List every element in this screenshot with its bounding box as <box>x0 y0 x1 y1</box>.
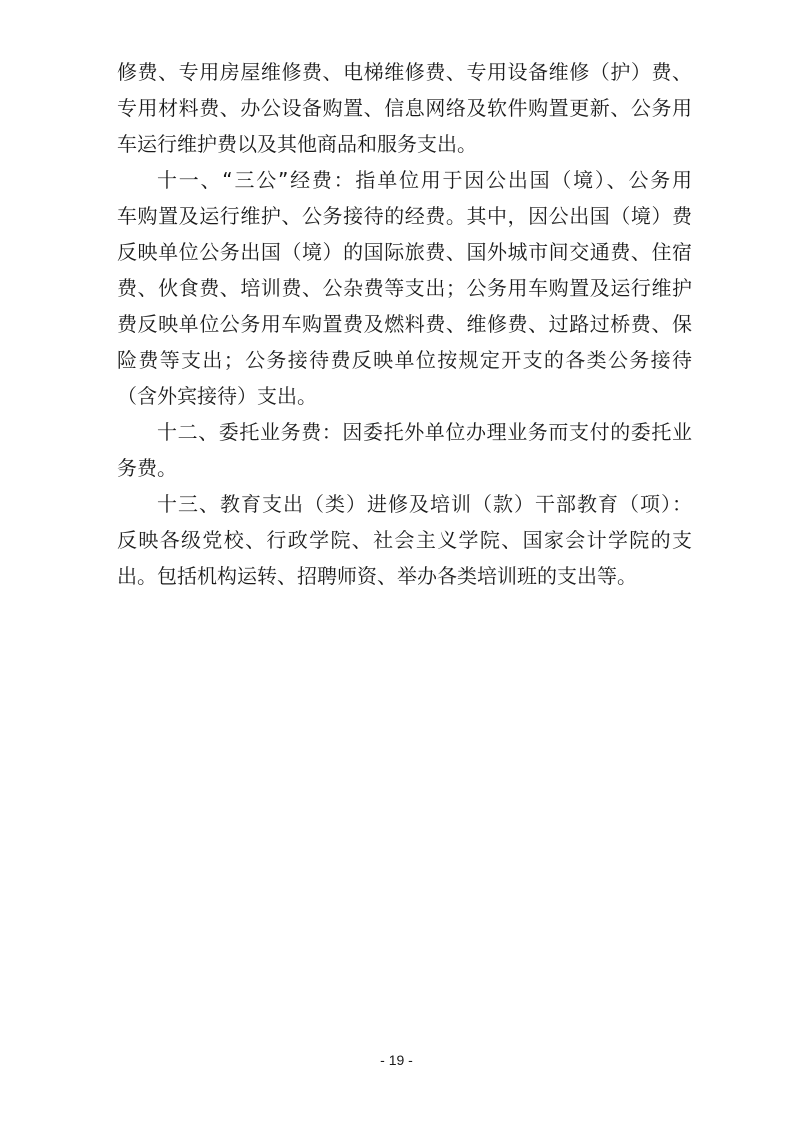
text-line: 费、伙食费、培训费、公杂费等支出；公务用车购置及运行维护 <box>117 276 692 300</box>
text-line: 反映单位公务出国（境）的国际旅费、国外城市间交通费、住宿 <box>117 240 692 264</box>
paragraph-continued <box>117 54 692 162</box>
text-line: 险费等支出；公务接待费反映单位按规定开支的各类公务接待 <box>117 348 692 372</box>
paragraph-thirteen <box>117 486 692 594</box>
paragraph-eleven <box>117 162 692 414</box>
text-line: 车运行维护费以及其他商品和服务支出。 <box>117 132 477 156</box>
text-line: 务费。 <box>117 456 177 480</box>
text-line: 十二、委托业务费：因委托外单位办理业务而支付的委托业 <box>157 420 692 444</box>
text-line: 专用材料费、办公设备购置、信息网络及软件购置更新、公务用 <box>117 96 692 120</box>
text-line: 车购置及运行维护、公务接待的经费。其中，因公出国（境）费 <box>117 204 692 228</box>
paragraph-twelve <box>117 414 692 486</box>
text-line: 十一、“三公”经费：指单位用于因公出国（境）、公务用 <box>157 168 692 192</box>
text-line: 出。包括机构运转、招聘师资、举办各类培训班的支出等。 <box>117 564 637 588</box>
page-number: - 19 - <box>380 1052 413 1068</box>
text-line: 修费、专用房屋维修费、电梯维修费、专用设备维修（护）费、 <box>117 60 692 84</box>
text-line: 费反映单位公务用车购置费及燃料费、维修费、过路过桥费、保 <box>117 312 692 336</box>
text-line: 十三、教育支出（类）进修及培训（款）干部教育（项）： <box>157 492 692 516</box>
text-line: 反映各级党校、行政学院、社会主义学院、国家会计学院的支 <box>117 528 692 552</box>
body-text <box>117 54 692 594</box>
text-line: （含外宾接待）支出。 <box>117 384 317 408</box>
